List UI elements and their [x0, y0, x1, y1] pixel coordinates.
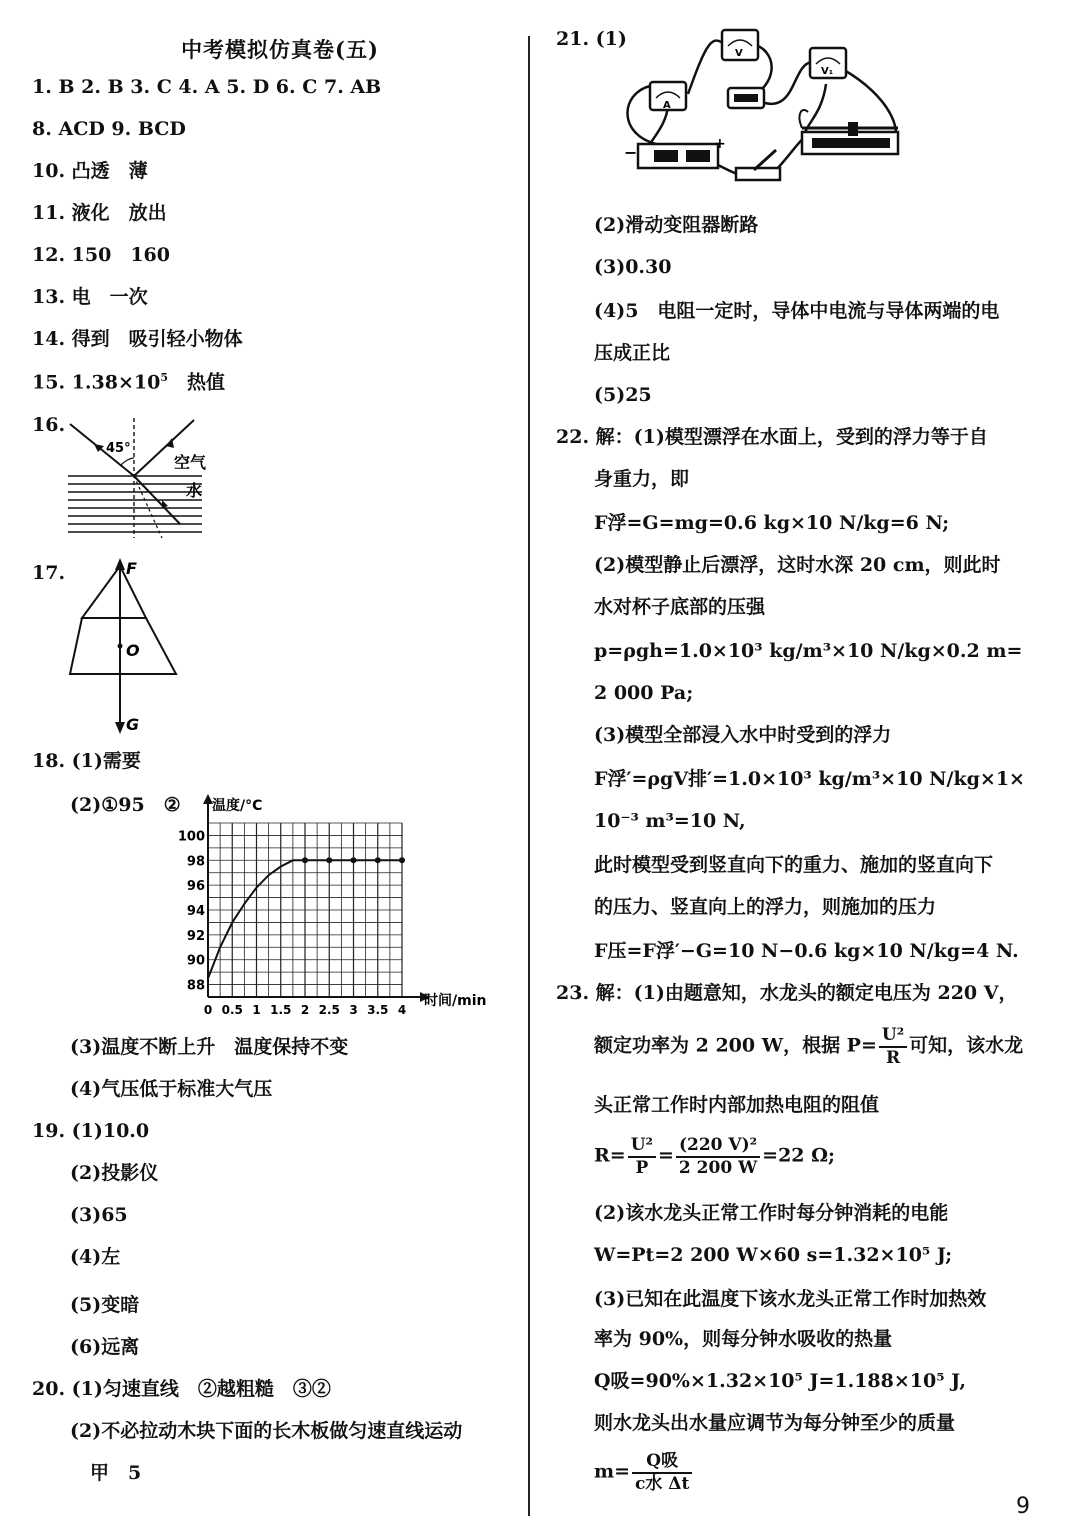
answers-8-9: 8. ACD 9. BCD: [32, 118, 186, 140]
y-tick-label: 92: [186, 928, 205, 944]
answer-10: 10. 凸透 薄: [32, 160, 148, 182]
answer-22-line10: 10⁻³ m³=10 N,: [594, 810, 746, 832]
ammeter-icon: [650, 82, 686, 111]
answer-22-line9: F浮′=ρgV排′=1.0×10³ kg/m³×10 N/kg×1×: [594, 768, 1025, 790]
answer-17-label: 17.: [32, 562, 66, 584]
data-point: [375, 857, 381, 863]
answer-22-line6: p=ρgh=1.0×10³ kg/m³×10 N/kg×0.2 m=: [594, 640, 1023, 662]
answer-12: 12. 150 160: [32, 244, 170, 266]
x-tick-label: 4: [397, 1003, 407, 1017]
x-tick-label: 3: [349, 1003, 358, 1017]
resistor-icon: [728, 88, 764, 108]
y-tick-label: 100: [177, 829, 205, 845]
answer-19-1: 19. (1)10.0: [32, 1120, 150, 1142]
answer-19-5: (5)变暗: [70, 1294, 140, 1316]
answer-11: 11. 液化 放出: [32, 202, 167, 224]
chart-grid: [208, 823, 402, 997]
answer-22-line2: 身重力，即: [594, 468, 690, 490]
chart-ticks: [178, 829, 406, 1017]
gravity-G-label: G: [126, 715, 140, 734]
answer-22-line8: (3)模型全部浸入水中时受到的浮力: [594, 724, 892, 746]
x-tick-label: 2: [300, 1003, 310, 1017]
x-tick-label: 0.5: [221, 1003, 243, 1017]
circuit-diagram: [616, 24, 916, 194]
answer-16-label: 16.: [32, 414, 66, 436]
data-point: [302, 857, 308, 863]
x-tick-label: 3.5: [367, 1003, 389, 1017]
switch-icon: [736, 150, 780, 180]
refraction-diagram: [62, 416, 222, 544]
center-O-label: O: [126, 641, 140, 660]
answer-21-2: (2)滑动变阻器断路: [594, 214, 759, 236]
answer-23-line6: W=Pt=2 200 W×60 s=1.32×10⁵ J;: [594, 1244, 953, 1266]
answers-1-7: 1. B 2. B 3. C 4. A 5. D 6. C 7. AB: [32, 76, 382, 98]
answer-23-line9: Q吸=90%×1.32×10⁵ J=1.188×10⁵ J,: [594, 1370, 966, 1392]
answer-22-line5: 水对杯子底部的压强: [594, 596, 766, 618]
answer-21-3: (3)0.30: [594, 256, 672, 278]
answer-23-line2: 额定功率为 2 200 W，根据 P= $\frac{\text{U²}}{R}$ 可知，该水龙: [594, 1025, 1024, 1068]
y-tick-label: 96: [186, 879, 205, 895]
answer-20-1: 20. (1)匀速直线 ②越粗糙 ③②: [32, 1378, 331, 1400]
answer-21-4-line2: 压成正比: [594, 342, 671, 364]
x-tick-label: 0: [203, 1003, 213, 1017]
battery-plus-label: +: [714, 136, 726, 152]
voltmeter-v1-icon: [810, 48, 846, 78]
answer-22-line13: F压=F浮′−G=10 N−0.6 kg×10 N/kg=4 N.: [594, 940, 1019, 962]
chart-axes: [203, 794, 430, 1002]
answer-23-line1: 23. 解：(1)由题意知，水龙头的额定电压为 220 V，: [556, 982, 1018, 1004]
force-diagram: [62, 556, 182, 736]
svg-text:V: V: [735, 48, 743, 59]
answer-20-2: (2)不必拉动木块下面的长木板做匀速直线运动: [70, 1420, 463, 1442]
answer-23-line8: 率为 90%，则每分钟水吸收的热量: [594, 1328, 893, 1350]
answer-18-1: 18. (1)需要: [32, 750, 141, 772]
resistance-value-fraction: $\frac{\text{(220 V)²}}{2 200 W}$: [676, 1136, 760, 1177]
battery-icon: [638, 144, 718, 168]
answer-22-line3: F浮=G=mg=0.6 kg×10 N/kg=6 N;: [594, 512, 950, 534]
answer-14: 14. 得到 吸引轻小物体: [32, 328, 243, 350]
y-tick-label: 98: [186, 854, 205, 870]
answer-21-5: (5)25: [594, 384, 652, 406]
answer-20-3: 甲 5: [90, 1462, 142, 1484]
formula-fraction: $\frac{\text{U²}}{R}$: [879, 1026, 907, 1067]
answer-22-line11: 此时模型受到竖直向下的重力、施加的竖直向下: [594, 854, 994, 876]
resistance-fraction: $\frac{\text{U²}}{P}$: [628, 1136, 656, 1177]
y-tick-label: 88: [186, 978, 205, 994]
air-label: 空气: [174, 453, 207, 472]
answer-15: 15. $1.38\times 10^5$ 热值: [32, 371, 225, 394]
temperature-time-chart: [170, 790, 500, 1025]
data-point: [399, 857, 405, 863]
battery-minus-label: −: [624, 143, 638, 162]
svg-text:A: A: [663, 100, 671, 111]
answer-23-line11: m= $\frac{\text{Q吸}}{\text{c水 Δt}}$: [594, 1452, 694, 1493]
answer-18-4: (4)气压低于标准大气压: [70, 1078, 273, 1100]
answer-13: 13. 电 一次: [32, 286, 148, 308]
answer-21-label: 21. (1): [556, 28, 627, 50]
force-F-label: F: [126, 559, 137, 578]
column-divider: [528, 36, 530, 1516]
answer-22-line1: 22. 解：(1)模型漂浮在水面上，受到的浮力等于自: [556, 426, 988, 448]
chart-series: [208, 857, 405, 978]
mass-fraction: $\frac{\text{Q吸}}{\text{c水 Δt}}$: [632, 1452, 692, 1493]
answer-21-4-line1: (4)5 电阻一定时，导体中电流与导体两端的电: [594, 300, 1000, 322]
svg-text:V₁: V₁: [821, 66, 834, 77]
water-label: 水: [186, 481, 203, 500]
answer-22-line4: (2)模型静止后漂浮，这时水深 20 cm，则此时: [594, 554, 1001, 576]
page-title: 中考模拟仿真卷(五): [181, 37, 379, 62]
answer-23-line4: R= $\frac{\text{U²}}{P}$ = $\frac{\text{(220 V)²}}{2 200 W}$ =22 Ω;: [594, 1135, 836, 1178]
answer-23-line10: 则水龙头出水量应调节为每分钟至少的质量: [594, 1412, 956, 1434]
x-tick-label: 1: [252, 1003, 261, 1017]
y-tick-label: 94: [186, 904, 205, 919]
x-tick-label: 1.5: [270, 1003, 292, 1017]
data-point: [326, 857, 332, 863]
chart-y-label: 温度/°C: [212, 798, 263, 814]
y-tick-label: 90: [186, 953, 205, 969]
angle-label: 45°: [106, 441, 131, 456]
answer-19-6: (6)远离: [70, 1336, 140, 1358]
answer-18-2: (2)①95 ②: [70, 794, 181, 816]
x-tick-label: 2.5: [318, 1003, 340, 1017]
answer-18-3: (3)温度不断上升 温度保持不变: [70, 1036, 349, 1058]
answer-23-line5: (2)该水龙头正常工作时每分钟消耗的电能: [594, 1202, 949, 1224]
voltmeter-icon: [722, 30, 758, 60]
answer-22-line7: 2 000 Pa;: [594, 682, 694, 704]
answer-19-4: (4)左: [70, 1246, 121, 1268]
data-point: [351, 857, 357, 863]
answer-23-line3: 头正常工作时内部加热电阻的阻值: [594, 1094, 880, 1116]
answer-23-line7: (3)已知在此温度下该水龙头正常工作时加热效: [594, 1288, 987, 1310]
page-number: 9: [1016, 1494, 1030, 1519]
answer-22-line12: 的压力、竖直向上的浮力，则施加的压力: [594, 896, 937, 918]
answer-19-2: (2)投影仪: [70, 1162, 159, 1184]
answer-19-3: (3)65: [70, 1204, 128, 1226]
chart-x-label: 时间/min: [424, 993, 487, 1009]
